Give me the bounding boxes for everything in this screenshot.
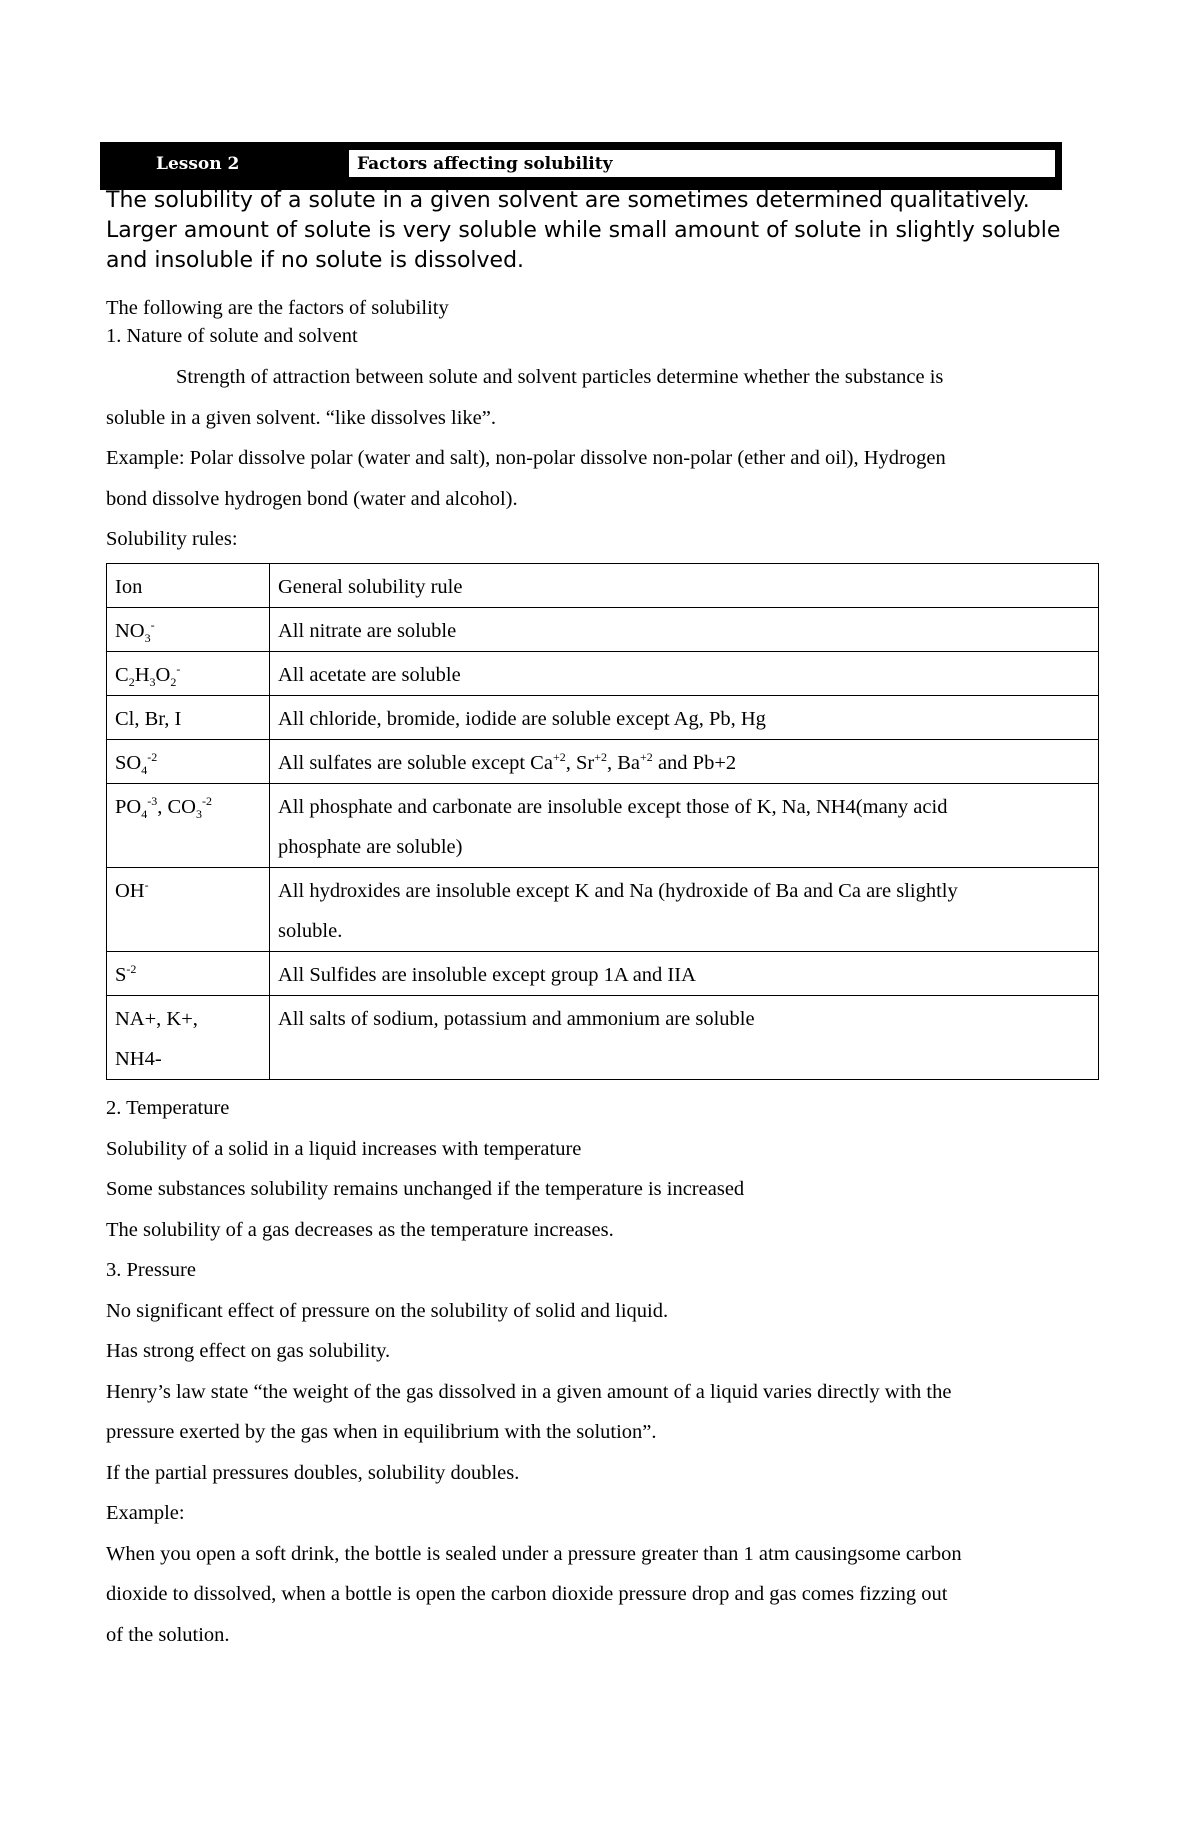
table-row: [107, 952, 1099, 996]
rule-header: General solubility rule: [270, 564, 1099, 608]
table-header-row: [107, 564, 1099, 608]
table-row: [107, 652, 1099, 696]
rule-cell: [270, 868, 1099, 952]
section3-line: Example:: [106, 1502, 185, 1524]
section1-body: [106, 357, 1106, 560]
section3-line: Henry’s law state “the weight of the gas dissolved in a given amount of a liquid varies directly with the: [106, 1380, 952, 1403]
ion-cell: $SO_4^{-2}$: [107, 740, 270, 784]
table-row: [107, 784, 1099, 868]
section2-line: The solubility of a gas decreases as the temperature increases.: [106, 1218, 614, 1241]
lesson-number: Lesson 2: [156, 154, 240, 174]
section1-para-line1: Strength of attraction between solute and solvent particles determine whether the substance is: [176, 366, 944, 388]
rule-cell: All nitrate are soluble: [270, 608, 1099, 652]
ion-line: NH4-: [115, 1048, 162, 1070]
ion-cell: $NO_3^-$: [107, 608, 270, 652]
section2-line: Solubility of a solid in a liquid increases with temperature: [106, 1137, 582, 1160]
rule-line: All phosphate and carbonate are insoluble except those of K, Na, NH4(many acid: [278, 796, 948, 818]
table-row: [107, 868, 1099, 952]
rule-cell: All acetate are soluble: [270, 652, 1099, 696]
section1-para-line2: soluble in a given solvent. “like dissolves like”.: [106, 406, 497, 429]
ion-cell: $PO_4^{-3}$, $CO_3^{-2}$: [107, 784, 270, 868]
table-row: [107, 608, 1099, 652]
section3-line: dioxide to dissolved, when a bottle is open the carbon dioxide pressure drop and gas comes fizzing out: [106, 1583, 948, 1605]
section1-example-line1: Example: Polar dissolve polar (water and salt), non-polar dissolve non-polar (ether and oil), Hydrogen: [106, 447, 946, 469]
lesson-banner: [100, 142, 1062, 190]
intro-paragraph: The solubility of a solute in a given solvent are sometimes determined qualitatively. Larger amount of solute is very soluble while small amount of solute in slightly soluble and insoluble if no solute is dissolved.: [106, 188, 1061, 273]
rule-line: soluble.: [278, 920, 343, 942]
lesson-title-box: [346, 150, 1055, 177]
rule-cell: [270, 784, 1099, 868]
section2-line: Some substances solubility remains unchanged if the temperature is increased: [106, 1178, 745, 1200]
section1-example-line2: bond dissolve hydrogen bond (water and alcohol).: [106, 487, 518, 510]
factors-intro: The following are the factors of solubility: [106, 297, 449, 319]
section3-line: When you open a soft drink, the bottle is sealed under a pressure greater than 1 atm causingsome carbon: [106, 1542, 962, 1565]
rules-label: Solubility rules:: [106, 528, 238, 550]
ion-header: Ion: [107, 564, 270, 608]
rule-line: All hydroxides are insoluble except K and Na (hydroxide of Ba and Ca are slightly: [278, 880, 958, 902]
ion-cell: $C_2H_3O_2^-$: [107, 652, 270, 696]
section3-line: If the partial pressures doubles, solubility doubles.: [106, 1461, 520, 1484]
lesson-title: Factors affecting solubility: [357, 154, 613, 174]
ion-cell: OH-: [107, 868, 270, 952]
table-row: [107, 996, 1099, 1080]
rule-cell: All sulfates are soluble except $Ca^{+2}$, $Sr^{+2}$, $Ba^{+2}$ and Pb+2: [270, 740, 1099, 784]
section-temperature: [106, 1088, 1106, 1655]
ion-line: NA+, K+,: [115, 1008, 198, 1030]
section3-heading: 3. Pressure: [106, 1259, 196, 1281]
table-row: [107, 740, 1099, 784]
section2-heading: 2. Temperature: [106, 1097, 230, 1119]
section3-line: Has strong effect on gas solubility.: [106, 1340, 391, 1362]
ion-cell: $S^{-2}$: [107, 952, 270, 996]
section3-line: pressure exerted by the gas when in equilibrium with the solution”.: [106, 1421, 657, 1443]
rule-cell: All Sulfides are insoluble except group 1A and IIA: [270, 952, 1099, 996]
ion-cell: [107, 996, 270, 1080]
section3-line: No significant effect of pressure on the solubility of solid and liquid.: [106, 1299, 669, 1322]
section3-line: of the solution.: [106, 1623, 230, 1646]
rule-cell: All chloride, bromide, iodide are soluble except Ag, Pb, Hg: [270, 696, 1099, 740]
section-nature: [106, 294, 1106, 350]
solubility-rules-table: [106, 563, 1099, 1080]
rule-line: phosphate are soluble): [278, 836, 463, 858]
section1-heading: 1. Nature of solute and solvent: [106, 325, 358, 347]
rule-cell: All salts of sodium, potassium and ammonium are soluble: [270, 996, 1099, 1080]
ion-cell: Cl, Br, I: [107, 696, 270, 740]
table-row: [107, 696, 1099, 740]
